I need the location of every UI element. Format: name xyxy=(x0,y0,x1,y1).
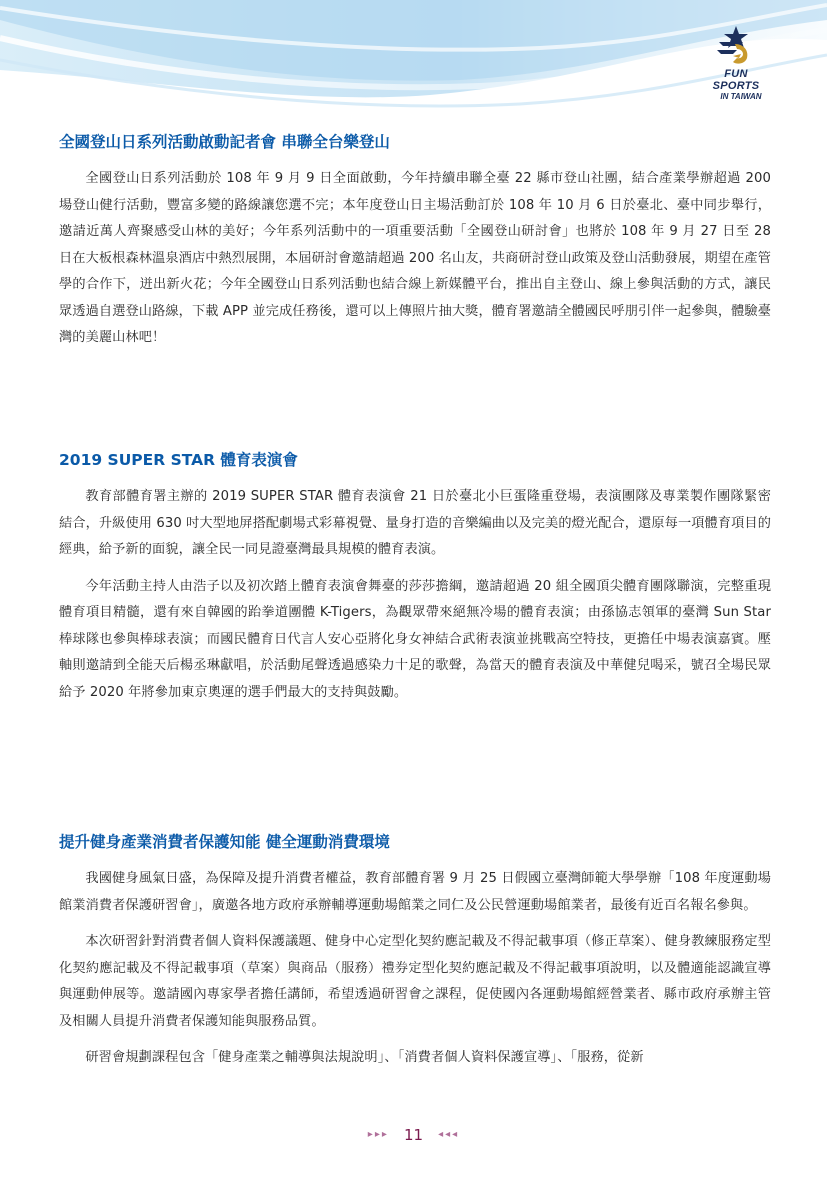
logo-text-line2: IN TAIWAN xyxy=(720,92,762,101)
section-paragraph: 全國登山日系列活動於 108 年 9 月 9 日全面啟動，今年持續串聯全臺 22 縣市登山社團，結合產業學辦超過 200 場登山健行活動，豐富多變的路線讓您選不完；本年度登山日主場活動訂於 108 年 10 月 6 日於臺北、臺中同步舉行，邀請近萬人齊聚感受山林的美好；今年系列活動中的一項重要活動「全國登山研討會」也將於 108 年 9 月 27 日至 28 日在大板根森林溫泉酒店中熱烈展開，本屆研討會邀請超過 200 名山友，共商研討登山政策及登山活動發展，期望在產管學的合作下，迸出新火花；今年全國登山日系列活動也結合線上新媒體平台，推出自主登山、線上參與活動的方式，讓民眾透過自選登山路線，下載 APP 並完成任務後，還可以上傳照片抽大獎，體育署邀請全體國民呼朋引伴一起參與，體驗臺灣的美麗山林吧！ xyxy=(59,171,771,345)
footer-left-arrows-icon: ▸▸▸ xyxy=(367,1129,389,1140)
section-paragraph: 我國健身風氣日盛，為保障及提升消費者權益，教育部體育署 9 月 25 日假國立臺灣師範大學學辦「108 年度運動場館業消費者保護研習會」，廣邀各地方政府承辦輔導運動場館業之同仁及公民營運動場館業者，最後有近百名報名參與。 xyxy=(59,871,771,913)
fun-sports-emblem-icon xyxy=(713,24,759,66)
page-footer xyxy=(0,1124,827,1144)
fun-sports-logo xyxy=(700,24,772,101)
section-title: 2019 SUPER STAR 體育表演會 xyxy=(59,451,298,469)
section-paragraph: 研習會規劃課程包含「健身產業之輔導與法規說明」、「消費者個人資料保護宣導」、「服務，從新 xyxy=(85,1050,644,1065)
section-super-star-show xyxy=(59,450,771,716)
section-title: 提升健身產業消費者保護知能 健全運動消費環境 xyxy=(59,833,390,851)
section-paragraph: 本次研習針對消費者個人資料保護議題、健身中心定型化契約應記載及不得記載事項（修正草案）、健身教練服務定型化契約應記載及不得記載事項（草案）與商品（服務）禮券定型化契約應記載及不得記載事項說明，以及體適能認識宣導與運動伸展等。邀請國內專家學者擔任講師，希望透過研習會之課程，促使國內各運動場館經營業者、縣市政府承辦主管及相關人員提升消費者保護知能與服務品質。 xyxy=(59,934,771,1029)
section-paragraph: 今年活動主持人由浩子以及初次踏上體育表演會舞臺的莎莎擔綱，邀請超過 20 組全國頂尖體育團隊聯演，完整重現體育項目精髓，還有來自韓國的跆拳道團體 K-Tigers，為觀眾帶來絕無冷場的體育表演；由孫協志領軍的臺灣 Sun Star 棒球隊也參與棒球表演；而國民體育日代言人安心亞將化身女神結合武術表演並挑戰高空特技，更擔任中場表演嘉賓。壓軸則邀請到全能天后楊丞琳獻唱，於活動尾聲透過感染力十足的歌聲，為當天的體育表演及中華健兒喝采，號召全場民眾給予 2020 年將參加東京奧運的選手們最大的支持與鼓勵。 xyxy=(59,578,771,700)
section-consumer-protection xyxy=(59,832,771,1082)
section-paragraph: 教育部體育署主辦的 2019 SUPER STAR 體育表演會 21 日於臺北小巨蛋隆重登場，表演團隊及專業製作團隊緊密結合，升級使用 630 吋大型地屏搭配劇場式彩幕視覺、量身打造的音樂編曲以及完美的燈光配合，還原每一項體育項目的經典，給予新的面貌，讓全民一同見證臺灣最具規模的體育表演。 xyxy=(59,489,771,557)
section-title: 全國登山日系列活動啟動記者會 串聯全台樂登山 xyxy=(59,133,390,151)
logo-text-line1: FUN SPORTS xyxy=(712,68,760,92)
footer-right-arrows-icon: ◂◂◂ xyxy=(438,1129,460,1140)
page-number: 11 xyxy=(403,1125,424,1144)
section-national-hiking-day xyxy=(59,132,771,362)
